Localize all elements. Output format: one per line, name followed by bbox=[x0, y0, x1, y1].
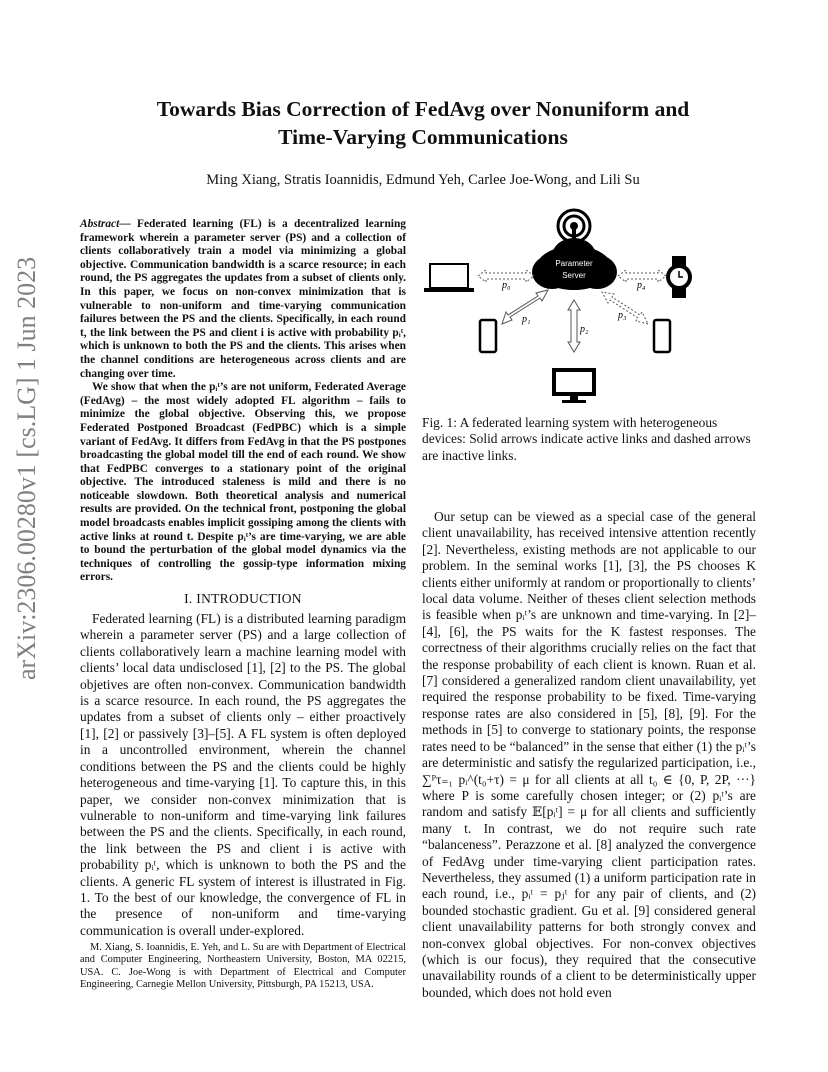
smartwatch-icon bbox=[666, 256, 692, 298]
label-p0: p₀ bbox=[502, 280, 511, 291]
server-label-1: Parameter bbox=[555, 259, 593, 268]
abstract-paragraph-2: We show that when the pᵢᵗ’s are not uniform, Federated Average (FedAvg) – the most widely adopted FL algorithm – fails to minimize the global objective. Observing this, we propose Federated Postponed Broadcast (FedPBC) which is a simple variant of FedAvg. It differs from FedAvg in that the PS postpones broadcasting the global model till the end of each round. We show that FedPBC converges to a stationary point of the original objective. The introduced staleness is mild and there is no noticeable slowdown. Both theoretical analysis and numerical results are provided. On the technical front, postponing the global model broadcasts enables implicit gossiping among the clients with active links at round t. Despite pᵢᵗ’s are time-varying, we are able to bound the perturbation of the global model dynamics via the techniques of controlling the gossip-type information mixing errors. bbox=[80, 381, 406, 584]
paper-title bbox=[90, 95, 756, 151]
abstract-label: Abstract bbox=[80, 218, 120, 230]
section-heading-introduction: I. INTRODUCTION bbox=[184, 591, 302, 607]
figure-caption: Fig. 1: A federated learning system with heterogeneous devices: Solid arrows indicate active links and dashed arrows are inactive links. bbox=[422, 415, 751, 463]
arxiv-stamp bbox=[12, 256, 52, 680]
figure-1 bbox=[422, 208, 748, 408]
link-arrow-p2 bbox=[568, 300, 580, 352]
arxiv-stamp-text: arXiv:2306.00280v1 [cs.LG] 1 Jun 2023 bbox=[12, 256, 41, 680]
title-line-1: Towards Bias Correction of FedAvg over Nonuniform and bbox=[156, 97, 690, 121]
author-list: Ming Xiang, Stratis Ioannidis, Edmund Yeh, Carlee Joe-Wong, and Lili Su bbox=[206, 172, 640, 188]
right-column-paragraph: Our setup can be viewed as a special case of the general client unavailability, has received intensive attention recently [2]. Nevertheless, existing methods are not applicable to our problem. In the seminal works [1], [3], the PS chooses K clients either uniformly at random or proportionally to clients’ local data volume. Neither of theses client selection methods is feasible when pᵢᵗ’s are unknown and time-varying. In [2]–[4], [6], the PS waits for the K fastest responses. The correctness of their algorithms crucially relies on the fact that the response probability of each client is known. Ruan et al. [7] considered a generalized random client unavailability, yet required the response probability to be fixed. Time-varying response rates are also considered in [5], [8], [9]. For the methods in [5] to converge to stationary points, the response rates need to be “balanced” in the sense that either (1) the pᵢᵗ’s are deterministic and satisfy the regularized participation, i.e., ∑ᴾτ₌₁ pᵢ^(t₀+τ) = μ for all clients at all t₀ ∈ {0, P, 2P, ···} where P is some carefully chosen integer; or (2) pᵢᵗ’s are random and satisfy 𝔼[pᵢᵗ] = μ for all clients and sufficiently many t. In contrast, we do not require such rate “balanceness”. Perazzone et al. [8] analyzed the convergence of FedAvg under time-varying client participation rates. Nevertheless, they assumed (1) a uniform participation rate in each round, i.e., pᵢᵗ = pⱼᵗ for any pair of clients, and (2) bounded stochastic gradient. Gu et al. [9] considered general client unavailability patterns for both strongly convex and non-convex global objectives. For non-convex objectives (which is our focus), they required that the consecutive unavailability rounds of a client to be deterministically upper bounded, which does not hold even bbox=[422, 509, 756, 1000]
abstract-paragraph-1 bbox=[80, 218, 406, 381]
phone-icon bbox=[480, 320, 496, 352]
abstract bbox=[80, 218, 406, 585]
label-p2: p₂ bbox=[580, 324, 589, 335]
intro-paragraph-1: Federated learning (FL) is a distributed learning paradigm wherein a parameter server (PS) and a large collection of clients collaboratively learn a machine learning model with clients’ local data undisclosed [1], [2] to the PS. The global objetives are often non-convex. Communication bandwidth is a scarce resource. In each round, the PS aggregates the updates from a subset of clients only – either proactively [1], [2] or passively [3]–[5]. A FL system is often deployed in a uncontrolled environment, wherein the channel conditions between the PS and the clients could be highly heterogeneous and time-varying [1]. To capture this, in this paper, we consider non-convex minimization that is vulnerable to non-uniform and time-varying link failures between the PS and the clients. Specifically, in each round, the link between the PS and client i is active with probability pᵢᵗ, which is unknown to both the PS and the clients. A generic FL system of interest is illustrated in Fig. 1. To the best of our knowledge, the convergence of FL in the presence of non-uniform and time-varying communication is overall under-explored. bbox=[80, 611, 406, 938]
phone-icon bbox=[654, 320, 670, 352]
label-p1: p₁ bbox=[522, 314, 531, 325]
label-p4: p₄ bbox=[637, 280, 646, 291]
fl-system-diagram bbox=[422, 208, 748, 408]
author-footnote: M. Xiang, S. Ioannidis, E. Yeh, and L. Su are with Department of Electrical and Computer Engineering, Northeastern University, Boston, MA 02215, USA. C. Joe-Wong is with Department of Electrical and Computer Engineering, Carnegie Mellon University, Pittsburgh, PA 15213, USA. bbox=[80, 942, 406, 991]
label-p3: p₃ bbox=[618, 310, 627, 321]
server-label-2: Server bbox=[562, 271, 586, 280]
left-column bbox=[80, 218, 406, 939]
abstract-text-1: — Federated learning (FL) is a decentralized learning framework wherein a parameter server (PS) and a collection of clients collaboratively train a model via minimizing a global objective. Communication bandwidth is a scarce resource; in each round, the PS aggregates the updates from a subset of clients only. In this paper, we focus on non-convex minimization that is vulnerable to non-uniform and time-varying communication failures between the PS and the clients. Specifically, in each round t, the link between the PS and client i is active with probability pᵢᵗ, which is unknown to both the PS and the clients. This arises when the channel conditions are heterogeneous across clients and are changing over time. bbox=[80, 218, 406, 380]
monitor-icon bbox=[552, 368, 596, 403]
laptop-icon bbox=[424, 264, 474, 292]
title-line-2: Time-Varying Communications bbox=[278, 125, 568, 149]
